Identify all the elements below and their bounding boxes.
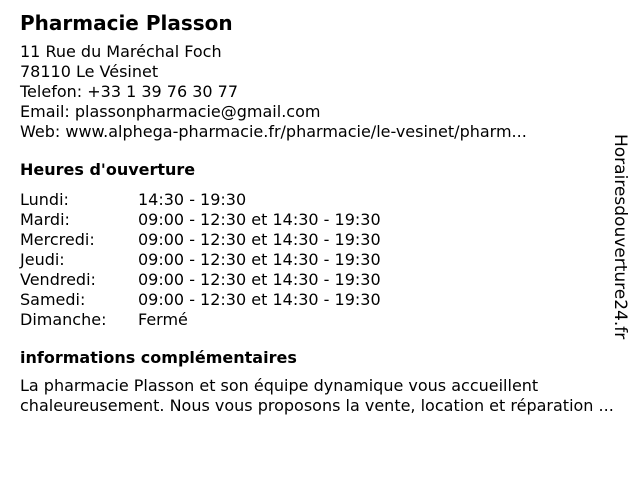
day-label: Dimanche:	[20, 310, 107, 329]
day-hours: 09:00 - 12:30 et 14:30 - 19:30	[138, 210, 381, 229]
hours-row	[20, 190, 620, 210]
hours-row	[20, 210, 620, 230]
watermark-text: Horairesdouverture24.fr	[610, 134, 630, 340]
hours-row	[20, 310, 620, 330]
day-hours: 14:30 - 19:30	[138, 190, 247, 209]
hours-row	[20, 230, 620, 250]
day-label: Samedi:	[20, 290, 86, 309]
address-line2: 78110 Le Vésinet	[20, 62, 159, 81]
website[interactable]: Web: www.alphega-pharmacie.fr/pharmacie/le-vesinet/pharm...	[20, 122, 527, 141]
hours-table	[20, 190, 620, 330]
day-label: Lundi:	[20, 190, 69, 209]
hours-row	[20, 250, 620, 270]
pharmacy-card	[20, 10, 620, 416]
day-hours: Fermé	[138, 310, 188, 329]
day-hours: 09:00 - 12:30 et 14:30 - 19:30	[138, 290, 381, 309]
day-hours: 09:00 - 12:30 et 14:30 - 19:30	[138, 270, 381, 289]
pharmacy-name: Pharmacie Plasson	[20, 11, 233, 35]
day-label: Mercredi:	[20, 230, 95, 249]
day-hours: 09:00 - 12:30 et 14:30 - 19:30	[138, 250, 381, 269]
phone[interactable]: Telefon: +33 1 39 76 30 77	[20, 82, 239, 101]
info-text: La pharmacie Plasson et son équipe dynamique vous accueillent chaleureusement. Nous vous proposons la vente, location et réparation ...	[20, 376, 614, 415]
info-heading: informations complémentaires	[20, 348, 297, 367]
hours-heading: Heures d'ouverture	[20, 160, 196, 179]
day-label: Vendredi:	[20, 270, 96, 289]
email[interactable]: Email: plassonpharmacie@gmail.com	[20, 102, 321, 121]
hours-row	[20, 270, 620, 290]
address-line1: 11 Rue du Maréchal Foch	[20, 42, 222, 61]
day-hours: 09:00 - 12:30 et 14:30 - 19:30	[138, 230, 381, 249]
hours-row	[20, 290, 620, 310]
day-label: Mardi:	[20, 210, 70, 229]
day-label: Jeudi:	[20, 250, 65, 269]
contact-block	[20, 42, 620, 142]
